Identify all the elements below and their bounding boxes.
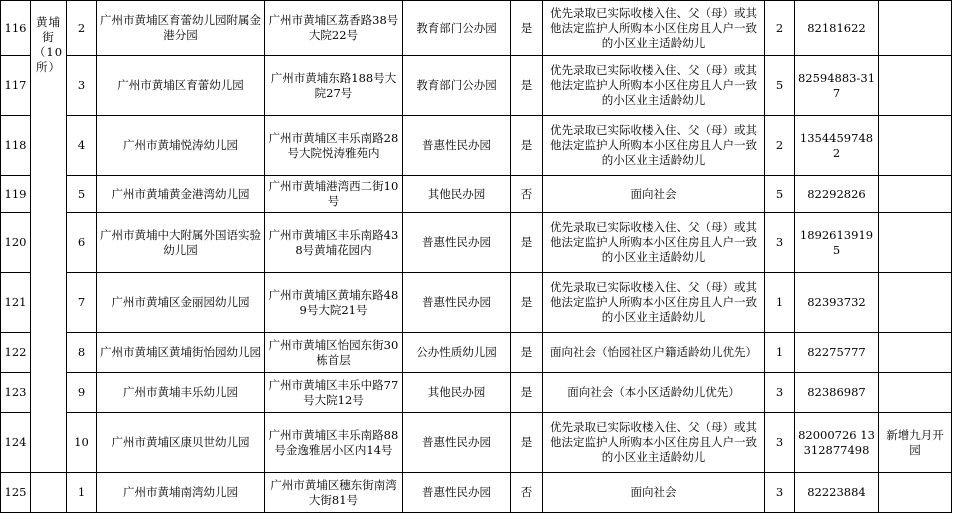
note — [879, 333, 952, 373]
row-seq: 117 — [1, 56, 31, 116]
inclusive-flag: 是 — [511, 56, 543, 116]
kindergarten-name: 广州市黄埔丰乐幼儿园 — [97, 373, 265, 413]
kindergarten-type: 普惠性民办园 — [403, 116, 511, 176]
table-row — [1, 176, 952, 213]
kindergarten-type: 教育部门公办园 — [403, 56, 511, 116]
inclusive-flag: 是 — [511, 273, 543, 333]
table-row — [1, 213, 952, 273]
kindergarten-name: 广州市黄埔区育蕾幼儿园附属金港分园 — [97, 1, 265, 56]
enrollment-policy: 优先录取已实际收楼入住、父（母）或其他法定监护人所购本小区住房且人户一致的小区业主适龄幼儿 — [543, 213, 765, 273]
class-count: 2 — [765, 1, 795, 56]
table-row — [1, 333, 952, 373]
inclusive-flag: 是 — [511, 1, 543, 56]
note: 新增九月开园 — [879, 413, 952, 473]
class-count: 2 — [765, 116, 795, 176]
inclusive-flag: 是 — [511, 373, 543, 413]
row-no: 4 — [67, 116, 97, 176]
phone-number: 82393732 — [795, 273, 879, 333]
enrollment-policy: 优先录取已实际收楼入住、父（母）或其他法定监护人所购本小区住房且人户一致的小区业主适龄幼儿 — [543, 413, 765, 473]
row-seq: 119 — [1, 176, 31, 213]
district-cell-empty — [31, 473, 67, 513]
table-row — [1, 473, 952, 513]
table-row — [1, 116, 952, 176]
kindergarten-type: 普惠性民办园 — [403, 273, 511, 333]
phone-number: 82000726 13312877498 — [795, 413, 879, 473]
row-seq: 124 — [1, 413, 31, 473]
note — [879, 273, 952, 333]
district-cell: 黄埔街（10所） — [31, 1, 67, 473]
phone-number: 18926139195 — [795, 213, 879, 273]
inclusive-flag: 否 — [511, 473, 543, 513]
kindergarten-name: 广州市黄埔区康贝世幼儿园 — [97, 413, 265, 473]
phone-number: 82223884 — [795, 473, 879, 513]
kindergarten-name: 广州市黄埔区育蕾幼儿园 — [97, 56, 265, 116]
row-seq: 116 — [1, 1, 31, 56]
kindergarten-type: 公办性质幼儿园 — [403, 333, 511, 373]
table-row — [1, 273, 952, 333]
phone-number: 82275777 — [795, 333, 879, 373]
class-count: 3 — [765, 473, 795, 513]
kindergarten-address: 广州市黄埔东路188号大院27号 — [265, 56, 403, 116]
kindergarten-address: 广州市黄埔区荔香路38号大院22号 — [265, 1, 403, 56]
row-seq: 125 — [1, 473, 31, 513]
kindergarten-address: 广州市黄埔区怡园东街30栋首层 — [265, 333, 403, 373]
class-count: 5 — [765, 176, 795, 213]
note — [879, 473, 952, 513]
kindergarten-type: 教育部门公办园 — [403, 1, 511, 56]
row-no: 10 — [67, 413, 97, 473]
inclusive-flag: 是 — [511, 413, 543, 473]
enrollment-policy: 面向社会（怡园社区户籍适龄幼儿优先） — [543, 333, 765, 373]
enrollment-policy: 优先录取已实际收楼入住、父（母）或其他法定监护人所购本小区住房且人户一致的小区业主适龄幼儿 — [543, 1, 765, 56]
row-seq: 120 — [1, 213, 31, 273]
kindergarten-type: 普惠性民办园 — [403, 413, 511, 473]
kindergarten-name: 广州市黄埔南湾幼儿园 — [97, 473, 265, 513]
inclusive-flag: 是 — [511, 116, 543, 176]
kindergarten-type: 普惠性民办园 — [403, 473, 511, 513]
kindergarten-name: 广州市黄埔中大附属外国语实验幼儿园 — [97, 213, 265, 273]
row-seq: 122 — [1, 333, 31, 373]
row-no: 2 — [67, 1, 97, 56]
row-no: 5 — [67, 176, 97, 213]
enrollment-policy: 优先录取已实际收楼入住、父（母）或其他法定监护人所购本小区住房且人户一致的小区业主适龄幼儿 — [543, 273, 765, 333]
note — [879, 56, 952, 116]
table-row — [1, 1, 952, 56]
class-count: 1 — [765, 333, 795, 373]
row-seq: 121 — [1, 273, 31, 333]
phone-number: 82386987 — [795, 373, 879, 413]
kindergarten-address: 广州市黄埔区丰乐中路77号大院12号 — [265, 373, 403, 413]
enrollment-policy: 面向社会（本小区适龄幼儿优先） — [543, 373, 765, 413]
row-seq: 118 — [1, 116, 31, 176]
note — [879, 176, 952, 213]
kindergarten-name: 广州市黄埔黄金港湾幼儿园 — [97, 176, 265, 213]
inclusive-flag: 否 — [511, 176, 543, 213]
kindergarten-type: 普惠性民办园 — [403, 213, 511, 273]
class-count: 3 — [765, 373, 795, 413]
phone-number: 82594883-317 — [795, 56, 879, 116]
kindergarten-name: 广州市黄埔区黄埔街怡园幼儿园 — [97, 333, 265, 373]
inclusive-flag: 是 — [511, 213, 543, 273]
phone-number: 13544597482 — [795, 116, 879, 176]
inclusive-flag: 是 — [511, 333, 543, 373]
table-row — [1, 373, 952, 413]
enrollment-policy: 面向社会 — [543, 473, 765, 513]
class-count: 3 — [765, 213, 795, 273]
kindergarten-address: 广州市黄埔区丰乐南路438号黄埔花园内 — [265, 213, 403, 273]
enrollment-policy: 优先录取已实际收楼入住、父（母）或其他法定监护人所购本小区住房且人户一致的小区业主适龄幼儿 — [543, 116, 765, 176]
row-no: 9 — [67, 373, 97, 413]
kindergarten-address: 广州市黄埔区穗东街南湾大街81号 — [265, 473, 403, 513]
enrollment-policy: 面向社会 — [543, 176, 765, 213]
phone-number: 82292826 — [795, 176, 879, 213]
note — [879, 1, 952, 56]
row-seq: 123 — [1, 373, 31, 413]
phone-number: 82181622 — [795, 1, 879, 56]
kindergarten-address: 广州市黄埔区丰乐南路28号大院悦涛雅苑内 — [265, 116, 403, 176]
row-no: 7 — [67, 273, 97, 333]
kindergarten-address: 广州市黄埔区黄埔东路489号大院21号 — [265, 273, 403, 333]
class-count: 1 — [765, 273, 795, 333]
class-count: 3 — [765, 413, 795, 473]
kindergarten-name: 广州市黄埔区金丽园幼儿园 — [97, 273, 265, 333]
row-no: 6 — [67, 213, 97, 273]
kindergarten-address: 广州市黄埔港湾西二街10号 — [265, 176, 403, 213]
table-row — [1, 56, 952, 116]
row-no: 1 — [67, 473, 97, 513]
class-count: 5 — [765, 56, 795, 116]
note — [879, 213, 952, 273]
row-no: 8 — [67, 333, 97, 373]
note — [879, 116, 952, 176]
kindergarten-name: 广州市黄埔悦涛幼儿园 — [97, 116, 265, 176]
kindergarten-type: 其他民办园 — [403, 373, 511, 413]
kindergarten-address: 广州市黄埔区丰乐南路88号金逸雅居小区内14号 — [265, 413, 403, 473]
table-row — [1, 413, 952, 473]
enrollment-policy: 优先录取已实际收楼入住、父（母）或其他法定监护人所购本小区住房且人户一致的小区业主适龄幼儿 — [543, 56, 765, 116]
note — [879, 373, 952, 413]
row-no: 3 — [67, 56, 97, 116]
kindergarten-type: 其他民办园 — [403, 176, 511, 213]
